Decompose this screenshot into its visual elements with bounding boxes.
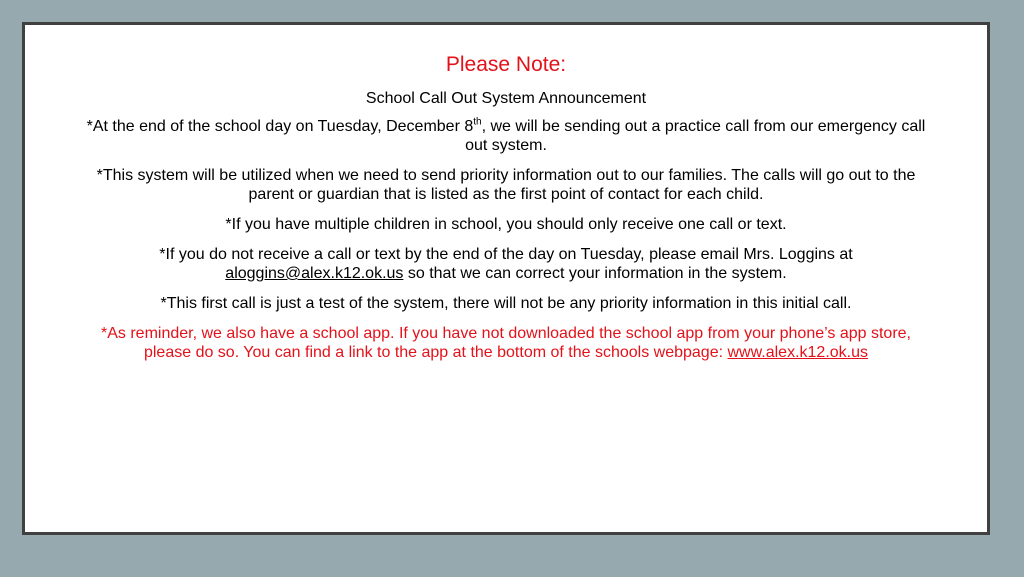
school-website-link[interactable]: www.alex.k12.ok.us <box>727 344 869 361</box>
test-call-paragraph: *This first call is just a test of the system, there will not be any priority information in this initial call. <box>160 295 852 312</box>
practice-call-paragraph <box>85 117 927 155</box>
practice-call-text-end: , we will be sending out a practice call from our emergency call out system. <box>465 118 926 154</box>
announcement-subtitle: School Call Out System Announcement <box>365 90 647 107</box>
school-app-text: *As reminder, we also have a school app. If you have not downloaded the school app from your phone’s app store, please do so. You can find a link to the app at the bottom of the schools webpage: <box>101 325 911 361</box>
multiple-children-paragraph: *If you have multiple children in school, you should only receive one call or text. <box>225 216 787 233</box>
contact-paragraph <box>85 245 927 283</box>
email-link[interactable]: aloggins@alex.k12.ok.us <box>225 265 404 282</box>
school-app-paragraph <box>85 324 927 362</box>
announcement-content <box>85 51 927 373</box>
contact-text-end: so that we can correct your information in the system. <box>403 265 787 282</box>
system-usage-paragraph: *This system will be utilized when we need to send priority information out to our families. The calls will go out to the parent or guardian that is listed as the first point of contact for each child. <box>96 167 916 203</box>
contact-text: *If you do not receive a call or text by the end of the day on Tuesday, please email Mrs. Loggins at <box>159 246 853 263</box>
date-ordinal-suffix: th <box>473 116 482 128</box>
slide-panel <box>22 22 990 535</box>
notice-title: Please Note: <box>445 53 567 76</box>
practice-call-text: *At the end of the school day on Tuesday, December 8 <box>86 118 474 135</box>
